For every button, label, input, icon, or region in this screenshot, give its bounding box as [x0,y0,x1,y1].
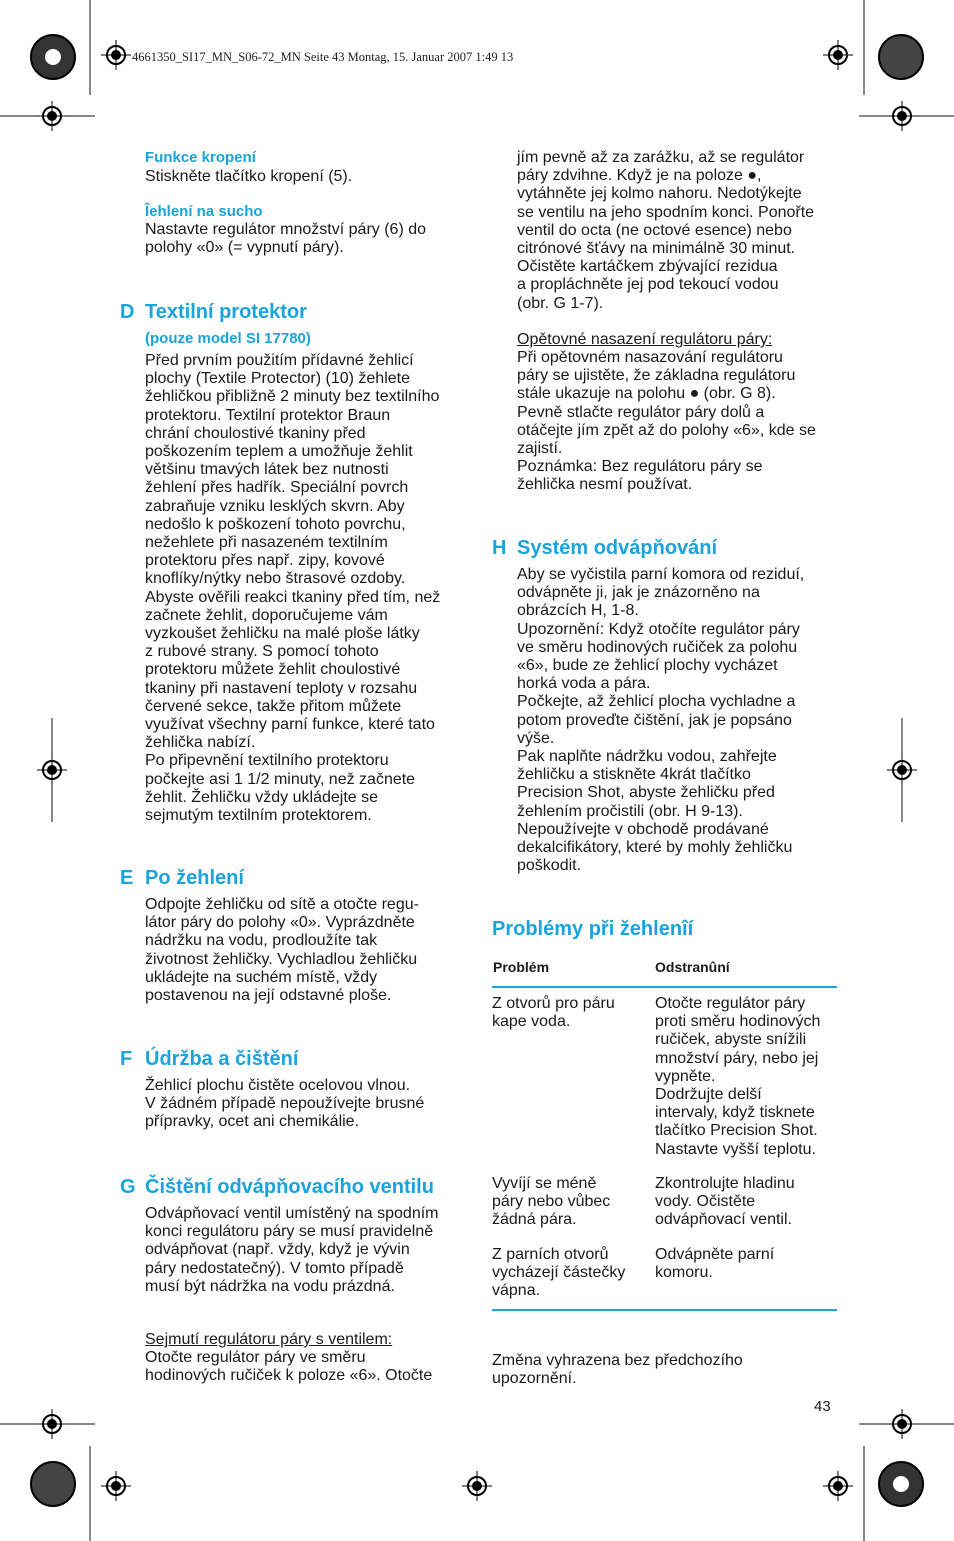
footer-note: Změna vyhrazena bez předchozího upozornění. [492,1352,743,1388]
registration-wheel-icon [876,32,926,82]
crosshair-icon [887,1409,917,1439]
reinsert-regulator-text: Při opětovném nasazování regulátoru páry se ujistěte, že základna regulátoru stále ukazuje na polohu ● (obr. G 8). Pevně stlačte regulátor páry dolů a otáčejte jím zpět až do polohy «6», kde se zajistí. Poznámka: Bez regulátoru páry se žehlička nesmí používat. [517,349,816,494]
section-title: Textilní protektor [145,301,307,323]
section-letter: D [120,301,135,323]
crosshair-icon [101,1471,131,1501]
spray-text: Stiskněte tlačítko kropení (5). [145,168,353,185]
crosshair-icon [37,755,67,785]
section-g-text: Odvápňovací ventil umístěný na spodním konci regulátoru páry se musí pravidelně odvápňovat (např. vždy, když je vývin páry nedostatečný). V tomto případě musí být nádržka na vodu prázdná. [145,1205,439,1295]
table-row-1-solution: Otočte regulátor páry proti směru hodinových ručiček, abyste snížili množství páry, nebo jej vypněte. Dodržujte delší intervaly, když tisknete tlačítko Precision Shot. Nastavte vyšší teplotu. [655,995,821,1158]
reinsert-regulator-label: Opětovné nasazení regulátoru páry: [517,331,773,348]
crosshair-icon [887,755,917,785]
troubleshooting-heading [492,917,693,941]
table-row-2-solution: Zkontrolujte hladinu vody. Očistěte odvápňovací ventil. [655,1175,795,1229]
crosshair-icon [462,1471,492,1501]
section-h-text: Aby se vyčistila parní komora od reziduí, odvápněte ji, jak je znázorněno na obrázcích H, 1-8. Upozornění: Když otočíte regulátor páry ve směru hodinových ručiček za polohu «6», bude ze žehlicí plochy vycházet horká voda a pára. Počkejte, až žehlicí plocha vychladne a potom proveďte čištění, jak je popsáno výše. Pak naplňte nádržku vodou, zahřejte žehličku a stiskněte 4krát tlačítko Precision Shot, abyste žehličku před žehlením pročistili (obr. H 9-13). Nepoužívejte v obchodě prodávané dekalcifikátory, které by mohly žehličku poškodit. [517,566,805,875]
section-title: Problémy při žehlenîí [492,918,694,940]
registration-wheel-icon [28,1459,78,1509]
table-bottom-rule [492,1309,837,1311]
section-e-text: Odpojte žehličku od sítě a otočte regu- látor páry do polohy «0». Vyprázdněte nádržku na vodu, prodloužíte tak životnost žehličky. Vychladlou žehličku ukládejte na suchém místě, vždy postavenou na její odstavné ploše. [145,896,419,1005]
remove-regulator-text: Otočte regulátor páry ve směru hodinových ručiček k poloze «6». Otočte [145,1349,433,1385]
section-title: Systém odvápňování [517,537,718,559]
section-letter: E [120,867,134,889]
table-header-rule [492,986,837,988]
section-letter: G [120,1176,136,1198]
table-row-3-solution: Odvápněte parní komoru. [655,1246,775,1282]
section-g-continued-text: jím pevně až za zarážku, až se regulátor páry zdvihne. Když je na poloze ●, vytáhněte jej kolmo nahoru. Nedotýkejte se ventilu na jeho spodním konci. Ponořte ventil do octa (ne octové esence) nebo citrónové šťávy na minimálně 30 minut. Očistěte kartáčkem zbývající rezidua a propláchněte jej pod tekoucí vodou (obr. G 1-7). [517,149,815,312]
section-g-heading [120,1175,434,1199]
section-letter: H [492,537,507,559]
section-h-heading [492,536,717,560]
section-f-text: Žehlicí plochu čistěte ocelovou vlnou. V žádném případě nepoužívejte brusné přípravky, ocet ani chemikálie. [145,1077,425,1131]
table-header-solution: Odstranûní [655,959,730,975]
dry-ironing-text: Nastavte regulátor množství páry (6) do polohy «0» (= vypnutí páry). [145,221,427,257]
crosshair-icon [823,1471,853,1501]
print-header: 4661350_SI17_MN_S06-72_MN Seite 43 Montag, 15. Januar 2007 1:49 13 [132,50,514,64]
registration-wheel-icon [28,32,78,82]
table-row-1-problem: Z otvorů pro páru kape voda. [492,995,615,1031]
section-d-heading [120,300,307,324]
crosshair-icon [37,1409,67,1439]
dry-ironing-heading: Îehlení na sucho [145,203,263,220]
section-letter: F [120,1048,133,1070]
remove-regulator-label: Sejmutí regulátoru páry s ventilem: [145,1331,393,1348]
section-title: Po žehlení [145,867,244,889]
section-e-heading [120,866,244,890]
registration-wheel-icon [876,1459,926,1509]
crosshair-icon [37,101,67,131]
crosshair-icon [887,101,917,131]
section-d-subtitle: (pouze model SI 17780) [145,330,311,347]
crosshair-icon [823,40,853,70]
section-f-heading [120,1047,298,1071]
crosshair-icon [101,40,131,70]
table-row-3-problem: Z parních otvorů vycházejí částečky vápna. [492,1246,626,1300]
section-d-text: Před prvním použitím přídavné žehlicí plochy (Textile Protector) (10) žehlete žehličkou přibližně 2 minuty bez textilního protektoru. Textilní protektor Braun chrání choulostivé tkaniny před poškozením teplem a umožňuje žehlit většinu tmavých látek bez nutnosti žehlení přes hadřík. Speciální povrch zabraňuje vzniku lesklých skvrn. Aby nedošlo k poškození tohoto povrchu, nežehlete při nasazeném textilním protektoru přes např. zipy, kovové knoflíky/nýtky nebo štrasové ozdoby. Abyste ověřili reakci tkaniny před tím, než začnete žehlit, doporučujeme vám vyzkoušet žehličku na malé ploše látky z rubové strany. S pomocí tohoto protektoru můžete žehlit choulostivé tkaniny při nastavení teploty v rozsahu červené sekce, takže přitom můžete využívat všechny parní funkce, které tato žehlička nabízí. Po připevnění textilního protektoru počkejte asi 1 1/2 minuty, než začnete žehlit. Žehličku vždy ukládejte se sejmutým textilním protektorem. [145,352,441,825]
table-header-problem: Problém [493,959,550,975]
spray-heading: Funkce kropení [145,149,256,166]
table-row-2-problem: Vyvíjí se méně páry nebo vůbec žádná pára. [492,1175,611,1229]
section-title: Údržba a čištění [145,1048,299,1070]
section-title: Čištění odvápňovacího ventilu [145,1176,434,1198]
page-number: 43 [814,1398,831,1415]
